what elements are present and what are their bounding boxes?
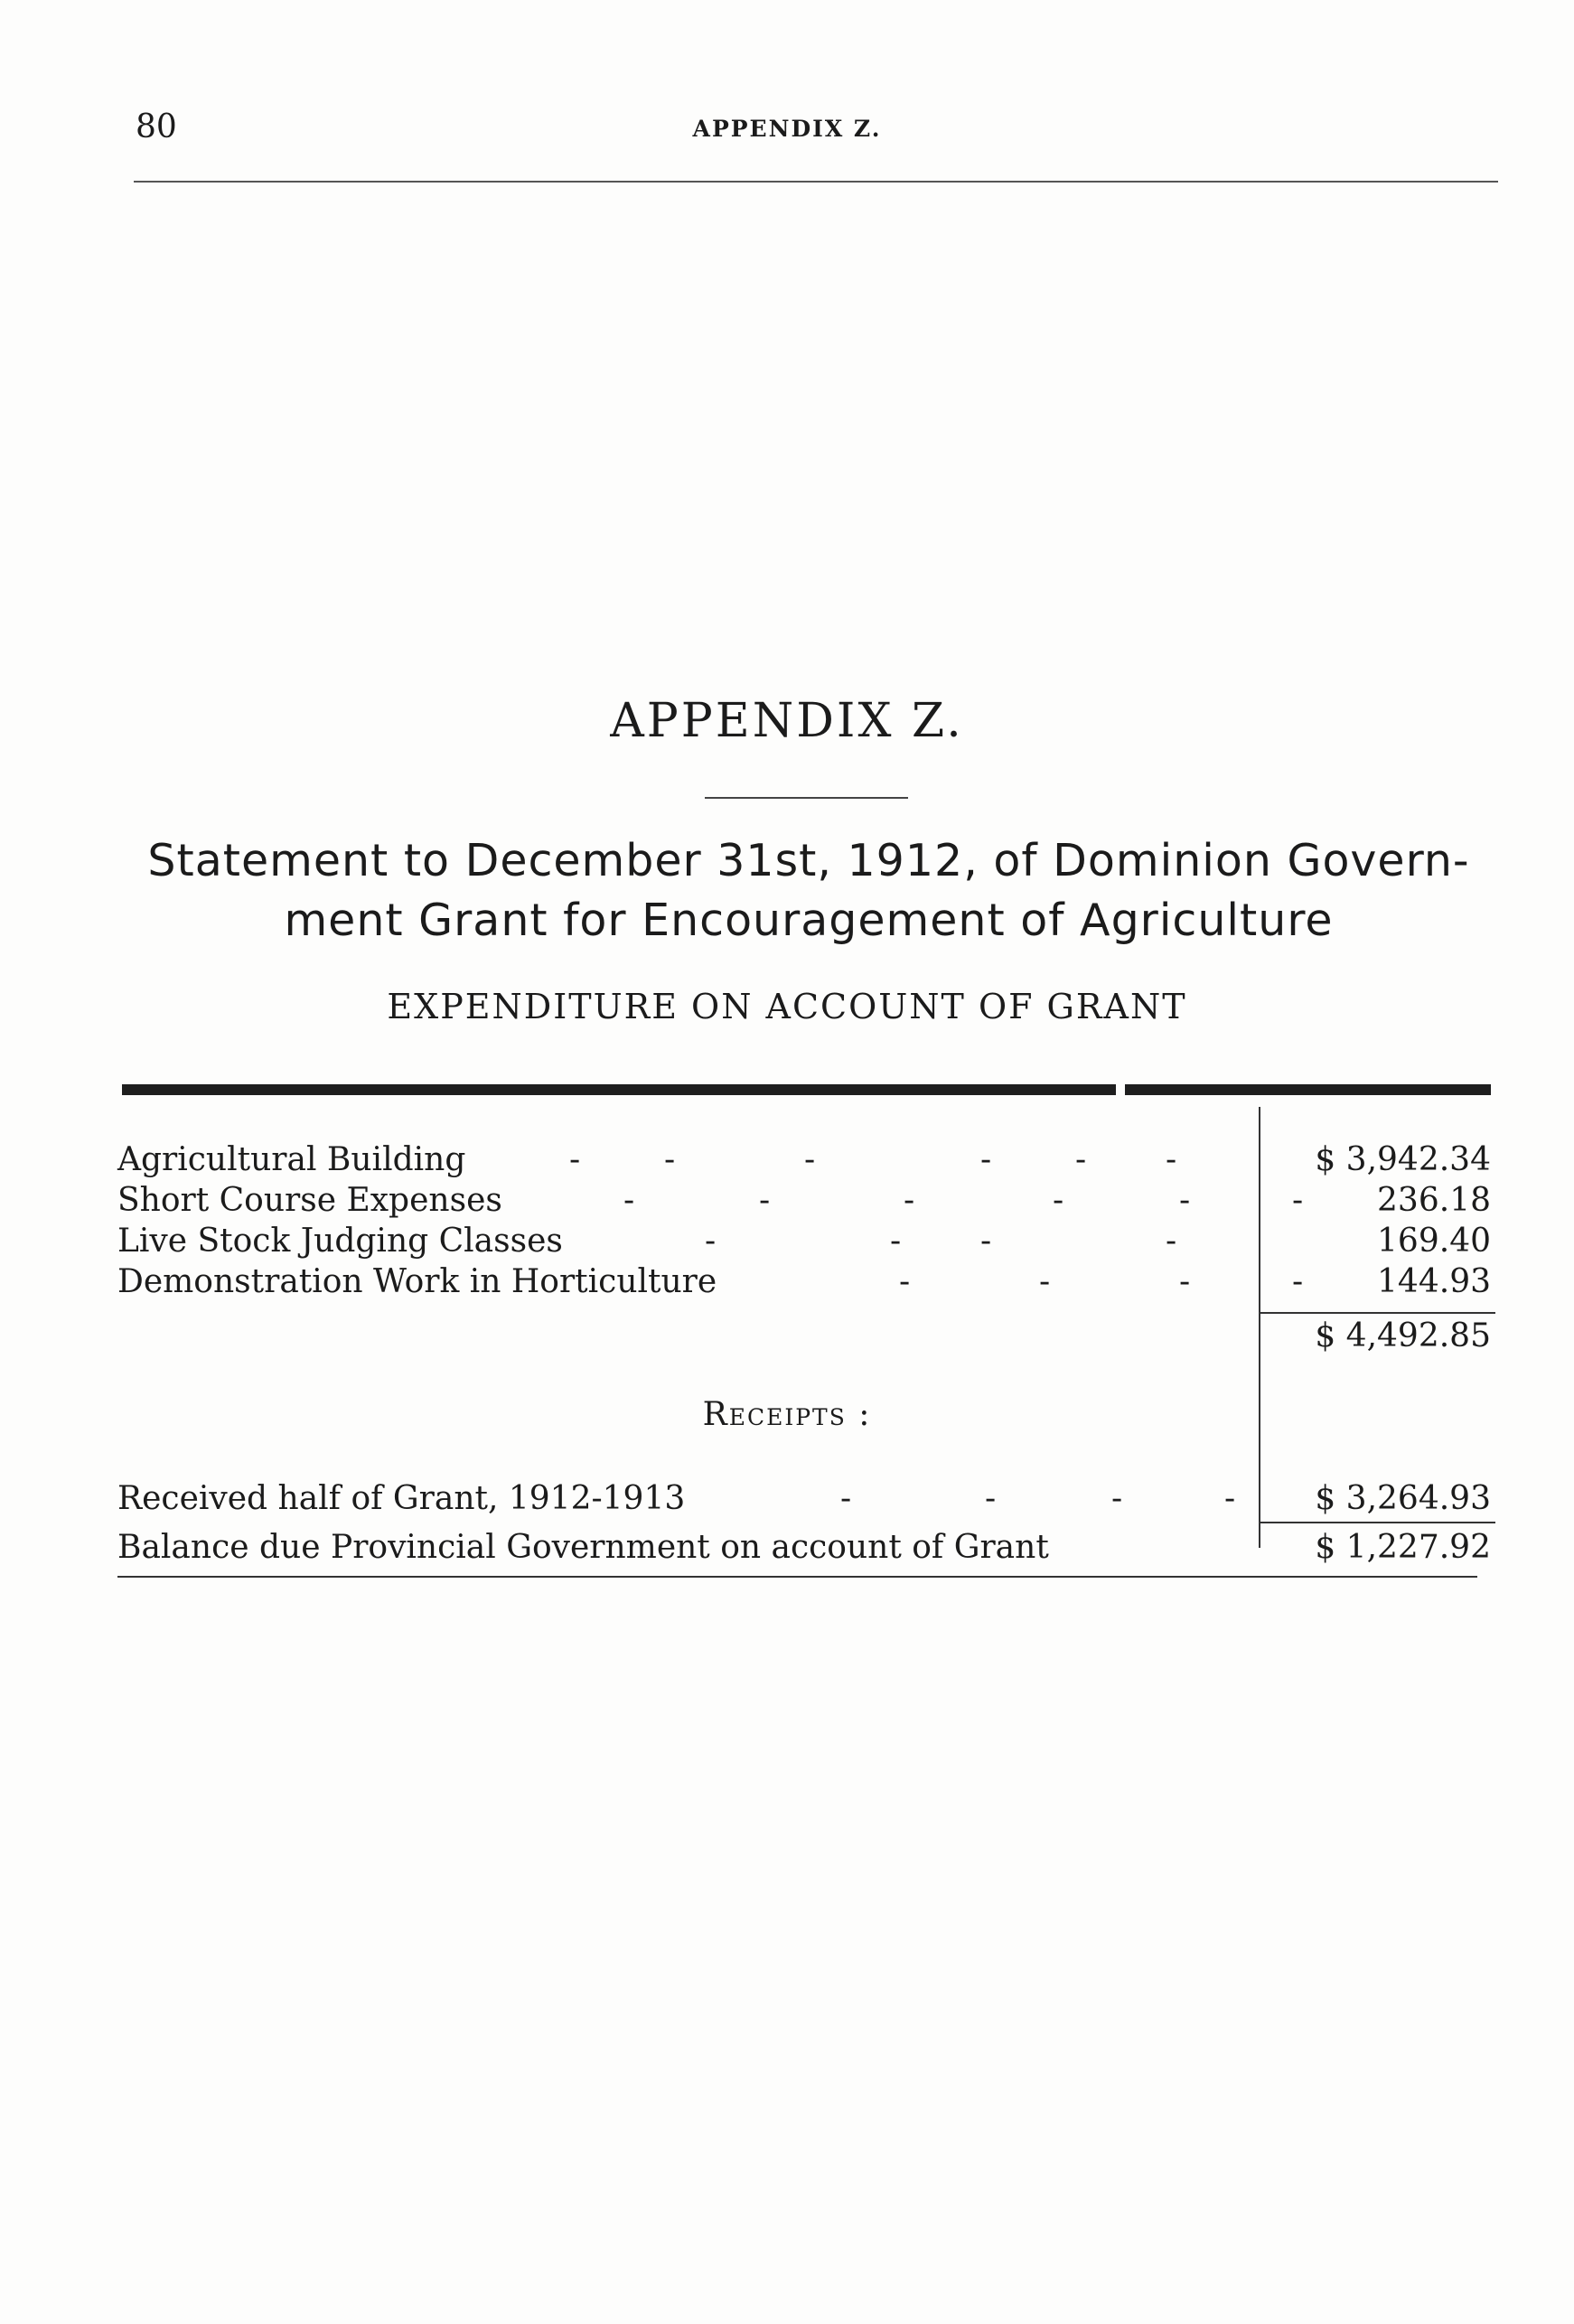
expenditure-amount: $ 3,942.34 [1315,1141,1491,1178]
table-row: Agricultural Building - - - - - - $ 3,942.34 [117,1141,1491,1178]
receipt-label: Balance due Provincial Government on account of Grant [117,1529,1049,1566]
title-rule [705,797,908,799]
expenditure-label: Demonstration Work in Horticulture [117,1263,717,1300]
subtitle-line-1: Statement to December 31st, 1912, of Dominion Govern- [147,835,1470,886]
expenditure-amount: 144.93 [1377,1263,1491,1300]
receipts-heading: Receipts : [702,1396,872,1433]
statement-subtitle [117,831,1500,951]
receipt-label: Received half of Grant, 1912-1913 [117,1480,686,1517]
receipt-amount: $ 1,227.92 [1315,1529,1491,1566]
table-row: Demonstration Work in Horticulture - - - - 144.93 [117,1263,1491,1300]
table-row: Received half of Grant, 1912-1913 - - - - $ 3,264.93 [117,1480,1491,1517]
table-row: Short Course Expenses - - - - - - 236.18 [117,1182,1491,1219]
receipt-amount: $ 3,264.93 [1315,1480,1491,1517]
table-row: Live Stock Judging Classes - - - - 169.40 [117,1223,1491,1260]
subtotal-rule [1260,1312,1495,1314]
receipt-rule [1260,1522,1495,1523]
section-heading: EXPENDITURE ON ACCOUNT OF GRANT [387,987,1187,1026]
header-rule [134,181,1498,183]
expenditure-label: Agricultural Building [117,1141,466,1178]
running-head: APPENDIX Z. [692,116,882,142]
table-bottom-rule [117,1576,1477,1578]
expenditure-total: $ 4,492.85 [1315,1317,1491,1354]
expenditure-amount: 169.40 [1377,1223,1491,1260]
expenditure-label: Short Course Expenses [117,1182,502,1219]
expenditure-amount: 236.18 [1377,1182,1491,1219]
appendix-title: APPENDIX Z. [610,694,964,748]
page-number: 80 [136,108,177,145]
expenditure-label: Live Stock Judging Classes [117,1223,563,1260]
table-top-rule-left [122,1084,1116,1095]
table-top-rule-right [1125,1084,1491,1095]
subtitle-line-2: ment Grant for Encouragement of Agriculture [284,895,1334,946]
table-row [117,1529,1491,1569]
